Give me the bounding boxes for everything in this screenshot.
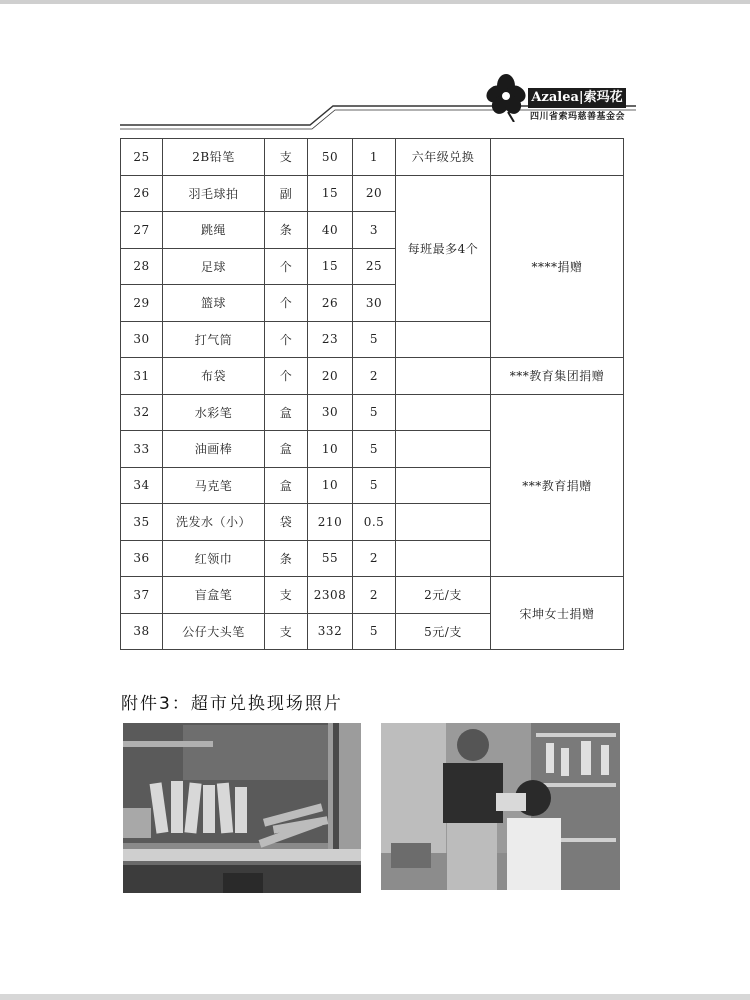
item-note <box>396 394 491 431</box>
item-unit: 条 <box>265 540 308 577</box>
item-name: 羽毛球拍 <box>163 175 265 212</box>
item-unit: 支 <box>265 613 308 650</box>
item-name: 马克笔 <box>163 467 265 504</box>
item-name: 足球 <box>163 248 265 285</box>
item-unit: 盒 <box>265 467 308 504</box>
item-name: 洗发水（小） <box>163 504 265 541</box>
item-name: 跳绳 <box>163 212 265 249</box>
item-name: 公仔大头笔 <box>163 613 265 650</box>
item-no: 31 <box>121 358 163 395</box>
item-no: 38 <box>121 613 163 650</box>
table-row <box>121 139 624 176</box>
table-row <box>121 358 624 395</box>
item-unit: 盒 <box>265 394 308 431</box>
item-name: 红领巾 <box>163 540 265 577</box>
item-points: 5 <box>353 613 396 650</box>
item-no: 35 <box>121 504 163 541</box>
item-qty: 10 <box>308 431 353 468</box>
item-qty: 10 <box>308 467 353 504</box>
logo-title: Azalea|索玛花 <box>528 88 626 108</box>
scan-bottom-edge <box>0 994 750 1000</box>
item-qty: 2308 <box>308 577 353 614</box>
item-points: 5 <box>353 321 396 358</box>
table-row <box>121 175 624 212</box>
item-qty: 40 <box>308 212 353 249</box>
item-no: 33 <box>121 431 163 468</box>
item-donor: 宋坤女士捐赠 <box>491 577 624 650</box>
item-name: 布袋 <box>163 358 265 395</box>
item-name: 打气筒 <box>163 321 265 358</box>
item-note <box>396 358 491 395</box>
item-points: 2 <box>353 540 396 577</box>
item-unit: 支 <box>265 139 308 176</box>
item-note <box>396 504 491 541</box>
exchange-items-table <box>120 138 624 650</box>
item-no: 34 <box>121 467 163 504</box>
item-no: 37 <box>121 577 163 614</box>
foundation-logo <box>484 72 634 124</box>
item-qty: 20 <box>308 358 353 395</box>
item-qty: 30 <box>308 394 353 431</box>
item-points: 20 <box>353 175 396 212</box>
item-points: 1 <box>353 139 396 176</box>
item-note <box>396 321 491 358</box>
item-points: 2 <box>353 358 396 395</box>
item-unit: 条 <box>265 212 308 249</box>
item-points: 5 <box>353 431 396 468</box>
item-points: 25 <box>353 248 396 285</box>
item-points: 3 <box>353 212 396 249</box>
item-points: 0.5 <box>353 504 396 541</box>
item-qty: 15 <box>308 248 353 285</box>
item-unit: 副 <box>265 175 308 212</box>
item-no: 25 <box>121 139 163 176</box>
item-unit: 个 <box>265 248 308 285</box>
item-unit: 支 <box>265 577 308 614</box>
table-row <box>121 394 624 431</box>
item-donor: ****捐赠 <box>491 175 624 358</box>
item-points: 2 <box>353 577 396 614</box>
item-points: 5 <box>353 467 396 504</box>
item-name: 水彩笔 <box>163 394 265 431</box>
item-qty: 15 <box>308 175 353 212</box>
azalea-flower-icon <box>484 72 528 122</box>
item-qty: 55 <box>308 540 353 577</box>
photo-shelf <box>123 723 361 893</box>
attachment-caption: 附件3：超市兑换现场照片 <box>121 694 343 714</box>
item-unit: 个 <box>265 285 308 322</box>
item-unit: 袋 <box>265 504 308 541</box>
item-qty: 23 <box>308 321 353 358</box>
item-name: 盲盒笔 <box>163 577 265 614</box>
table-row <box>121 577 624 614</box>
item-no: 32 <box>121 394 163 431</box>
item-qty: 332 <box>308 613 353 650</box>
item-no: 29 <box>121 285 163 322</box>
photo-exchange-scene <box>381 723 620 890</box>
item-qty: 210 <box>308 504 353 541</box>
item-points: 30 <box>353 285 396 322</box>
logo-subtitle: 四川省索玛慈善基金会 <box>530 112 626 122</box>
item-no: 30 <box>121 321 163 358</box>
item-note: 2元/支 <box>396 577 491 614</box>
header-line <box>0 0 750 140</box>
item-note: 5元/支 <box>396 613 491 650</box>
item-unit: 个 <box>265 321 308 358</box>
item-note: 六年级兑换 <box>396 139 491 176</box>
item-note <box>396 467 491 504</box>
item-qty: 26 <box>308 285 353 322</box>
item-qty: 50 <box>308 139 353 176</box>
item-name: 油画棒 <box>163 431 265 468</box>
item-name: 2B铅笔 <box>163 139 265 176</box>
item-donor: ***教育集团捐赠 <box>491 358 624 395</box>
item-no: 27 <box>121 212 163 249</box>
item-note <box>396 540 491 577</box>
item-points: 5 <box>353 394 396 431</box>
item-no: 26 <box>121 175 163 212</box>
item-no: 36 <box>121 540 163 577</box>
item-donor <box>491 139 624 176</box>
item-note <box>396 431 491 468</box>
item-unit: 盒 <box>265 431 308 468</box>
item-unit: 个 <box>265 358 308 395</box>
item-name: 篮球 <box>163 285 265 322</box>
item-donor: ***教育捐赠 <box>491 394 624 577</box>
item-no: 28 <box>121 248 163 285</box>
item-note: 每班最多4个 <box>396 175 491 321</box>
